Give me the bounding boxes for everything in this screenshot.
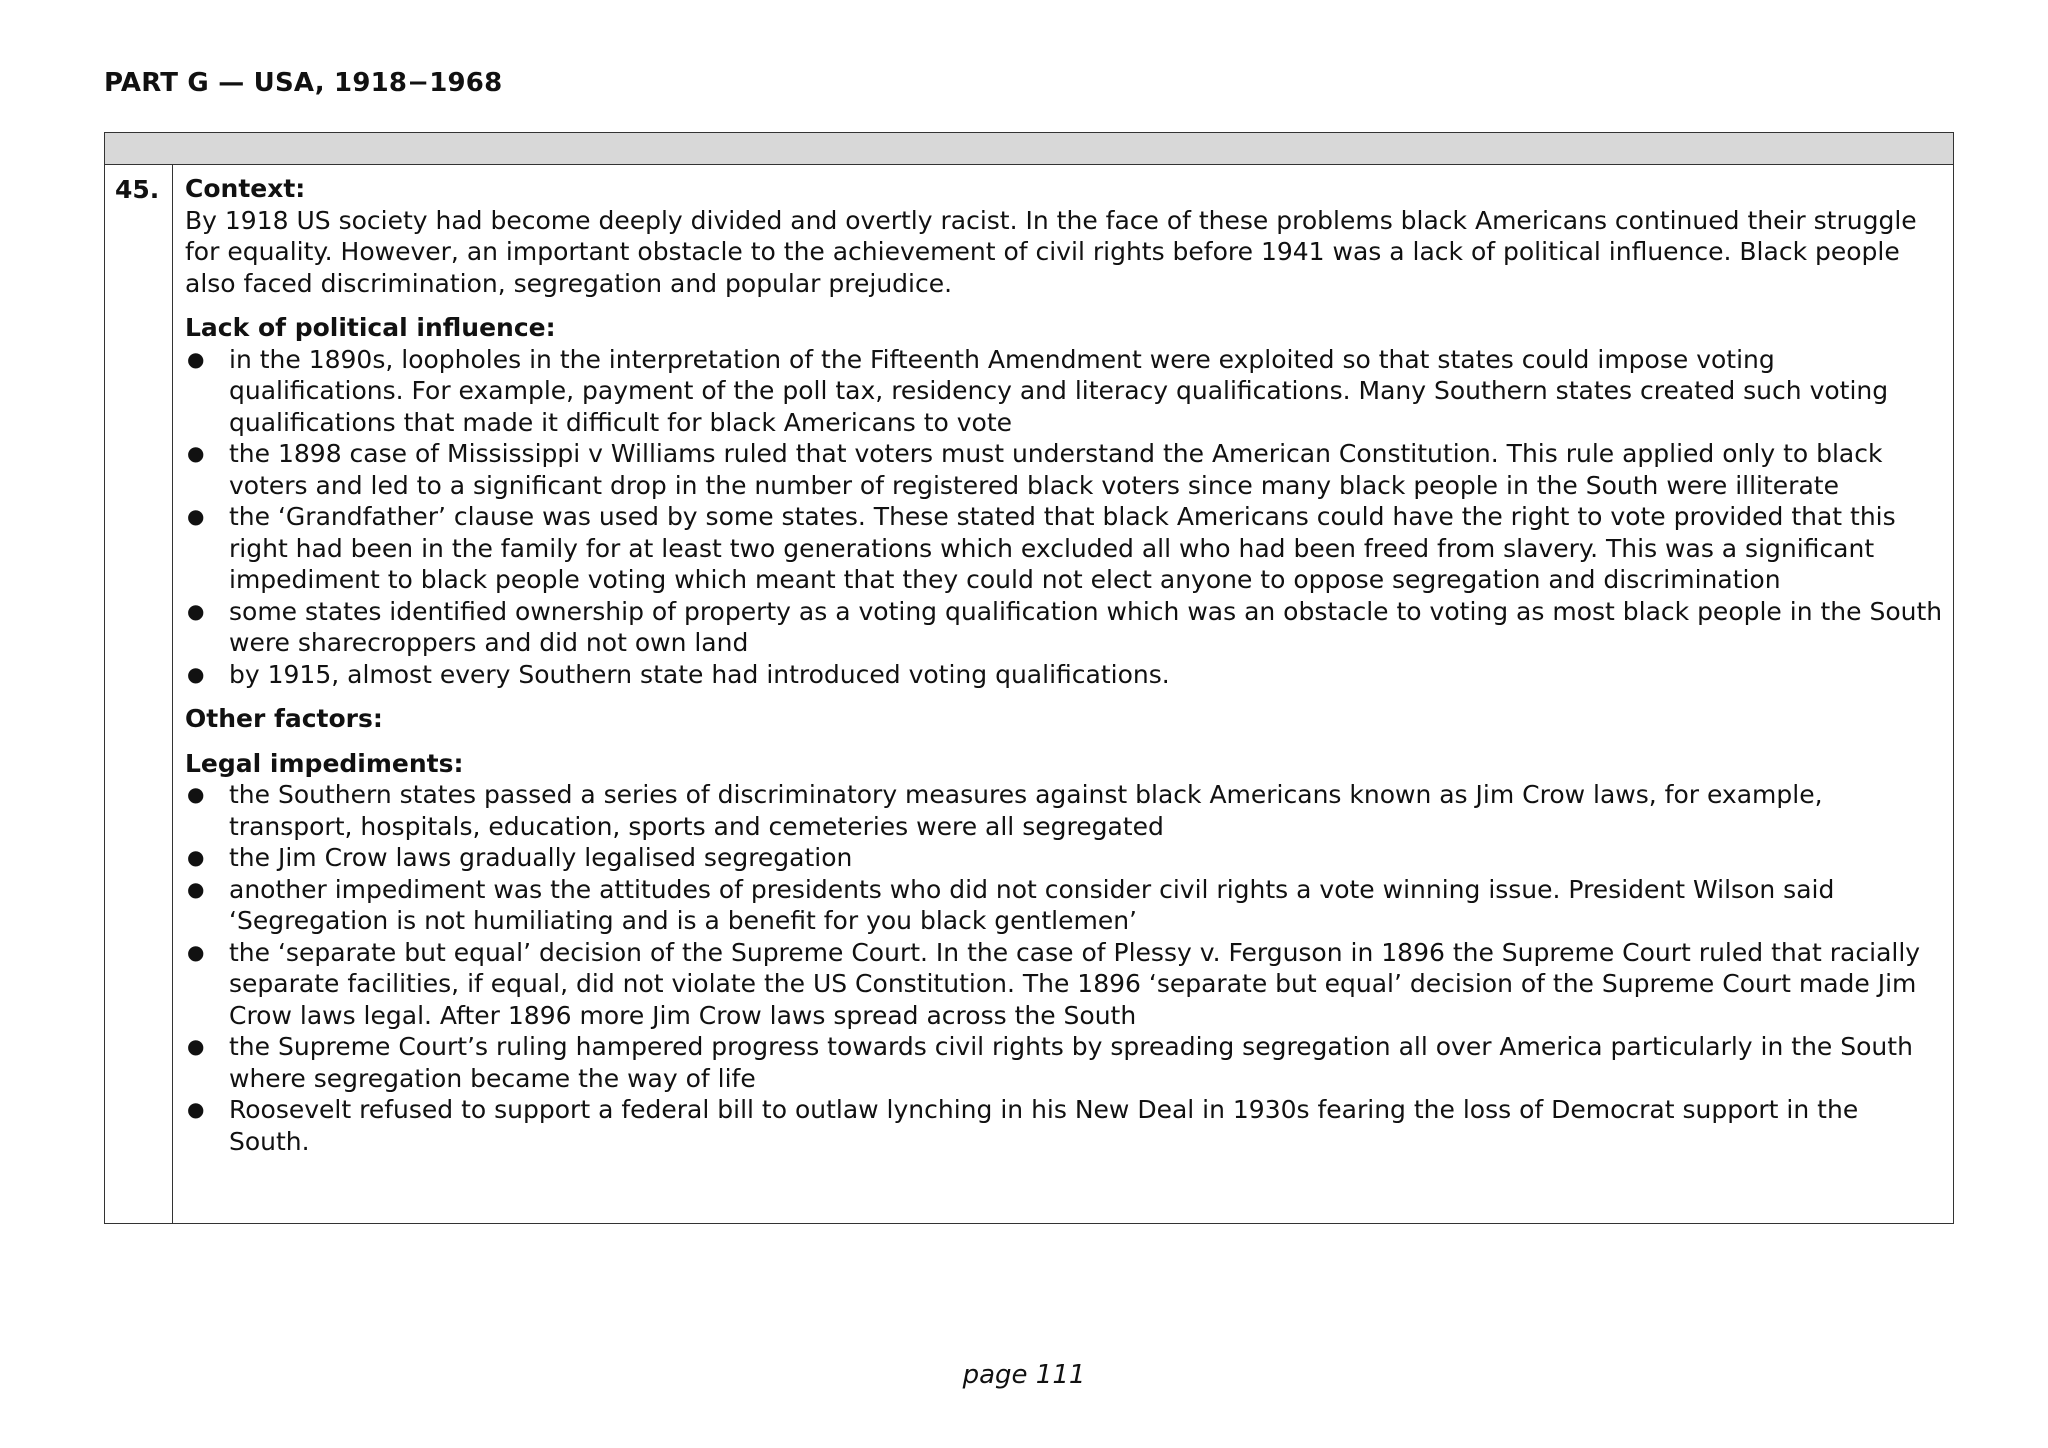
- other-factors-heading: Other factors:: [185, 704, 383, 733]
- list-item-text: Roosevelt refused to support a federal bill to outlaw lynching in his New Deal in 1930s fearing the loss of Democrat support in the South.: [229, 1095, 1859, 1156]
- list-item-text: the ‘separate but equal’ decision of the Supreme Court. In the case of Plessy v. Ferguson in 1896 the Supreme Court ruled that racially separate facilities, if equal, did not violate the US Constitution. The 1896 ‘separate but equal’ decision of the Supreme Court made Jim Crow laws legal. After 1896 more Jim Crow laws spread across the South: [229, 937, 1921, 1030]
- page-number: page 111: [962, 1360, 1086, 1390]
- legal-impediments-list: [185, 779, 1943, 1157]
- list-item-text: by 1915, almost every Southern state had introduced voting qualifications.: [229, 659, 1170, 689]
- question-number-column: [105, 165, 173, 1223]
- list-item: [185, 501, 1943, 596]
- answer-table: [104, 132, 1954, 1224]
- list-item-text: the Supreme Court’s ruling hampered progress towards civil rights by spreading segregation all over America particularly in the South where segregation became the way of life: [229, 1032, 1913, 1093]
- answer-content: [185, 173, 1943, 1157]
- list-item: [185, 842, 1943, 874]
- bullet-icon: ●: [187, 782, 205, 806]
- list-item: [185, 1031, 1943, 1094]
- context-paragraph: By 1918 US society had become deeply divided and overtly racist. In the face of these problems black Americans continued their struggle for equality. However, an important obstacle to the achievement of civil rights before 1941 was a lack of political influence. Black people also faced discrimination, segregation and popular prejudice.: [185, 205, 1917, 298]
- list-item-text: the Jim Crow laws gradually legalised segregation: [229, 843, 853, 872]
- list-item: [185, 937, 1943, 1032]
- question-number: 45.: [115, 175, 160, 204]
- list-item: [185, 659, 1943, 691]
- table-header-bar: [105, 133, 1953, 165]
- political-influence-heading: Lack of political influence:: [185, 313, 556, 342]
- list-item: [185, 344, 1943, 439]
- list-item-text: in the 1890s, loopholes in the interpretation of the Fifteenth Amendment were exploited so that states could impose voting qualifications. For example, payment of the poll tax, residency and literacy qualifications. Many Southern states created such voting qualifications that made it difficult for black Americans to vote: [229, 344, 1889, 437]
- list-item: [185, 779, 1943, 842]
- context-heading: Context:: [185, 174, 306, 203]
- legal-impediments-heading: Legal impediments:: [185, 748, 464, 778]
- list-item-text: some states identified ownership of property as a voting qualification which was an obstacle to voting as most black people in the South were sharecroppers and did not own land: [229, 596, 1943, 657]
- list-item: [185, 1094, 1943, 1157]
- list-item-text: another impediment was the attitudes of presidents who did not consider civil rights a vote winning issue. President Wilson said ‘Segregation is not humiliating and is a benefit for you black gentlemen’: [229, 874, 1835, 935]
- bullet-icon: ●: [187, 1034, 205, 1058]
- bullet-icon: ●: [187, 661, 205, 686]
- list-item: [185, 438, 1943, 501]
- bullet-icon: ●: [187, 1097, 205, 1121]
- bullet-icon: ●: [187, 876, 205, 901]
- political-influence-list: [185, 344, 1943, 691]
- list-item-text: the ‘Grandfather’ clause was used by some states. These stated that black Americans could have the right to vote provided that this right had been in the family for at least two generations which excluded all who had been freed from slavery. This was a significant impediment to black people voting which meant that they could not elect anyone to oppose segregation and discrimination: [229, 502, 1896, 594]
- part-title: PART G — USA, 1918−1968: [104, 68, 503, 98]
- list-item-text: the Southern states passed a series of discriminatory measures against black Americans known as Jim Crow laws, for example, transport, hospitals, education, sports and cemeteries were all segregated: [229, 780, 1823, 841]
- list-item: [185, 874, 1943, 937]
- list-item: [185, 596, 1943, 659]
- list-item-text: the 1898 case of Mississippi v Williams ruled that voters must understand the American Constitution. This rule applied only to black voters and led to a significant drop in the number of registered black voters since many black people in the South were illiterate: [229, 439, 1883, 500]
- bullet-icon: ●: [187, 504, 205, 528]
- bullet-icon: ●: [187, 598, 205, 623]
- bullet-icon: ●: [187, 346, 205, 371]
- bullet-icon: ●: [187, 441, 205, 465]
- bullet-icon: ●: [187, 939, 205, 964]
- bullet-icon: ●: [187, 845, 205, 869]
